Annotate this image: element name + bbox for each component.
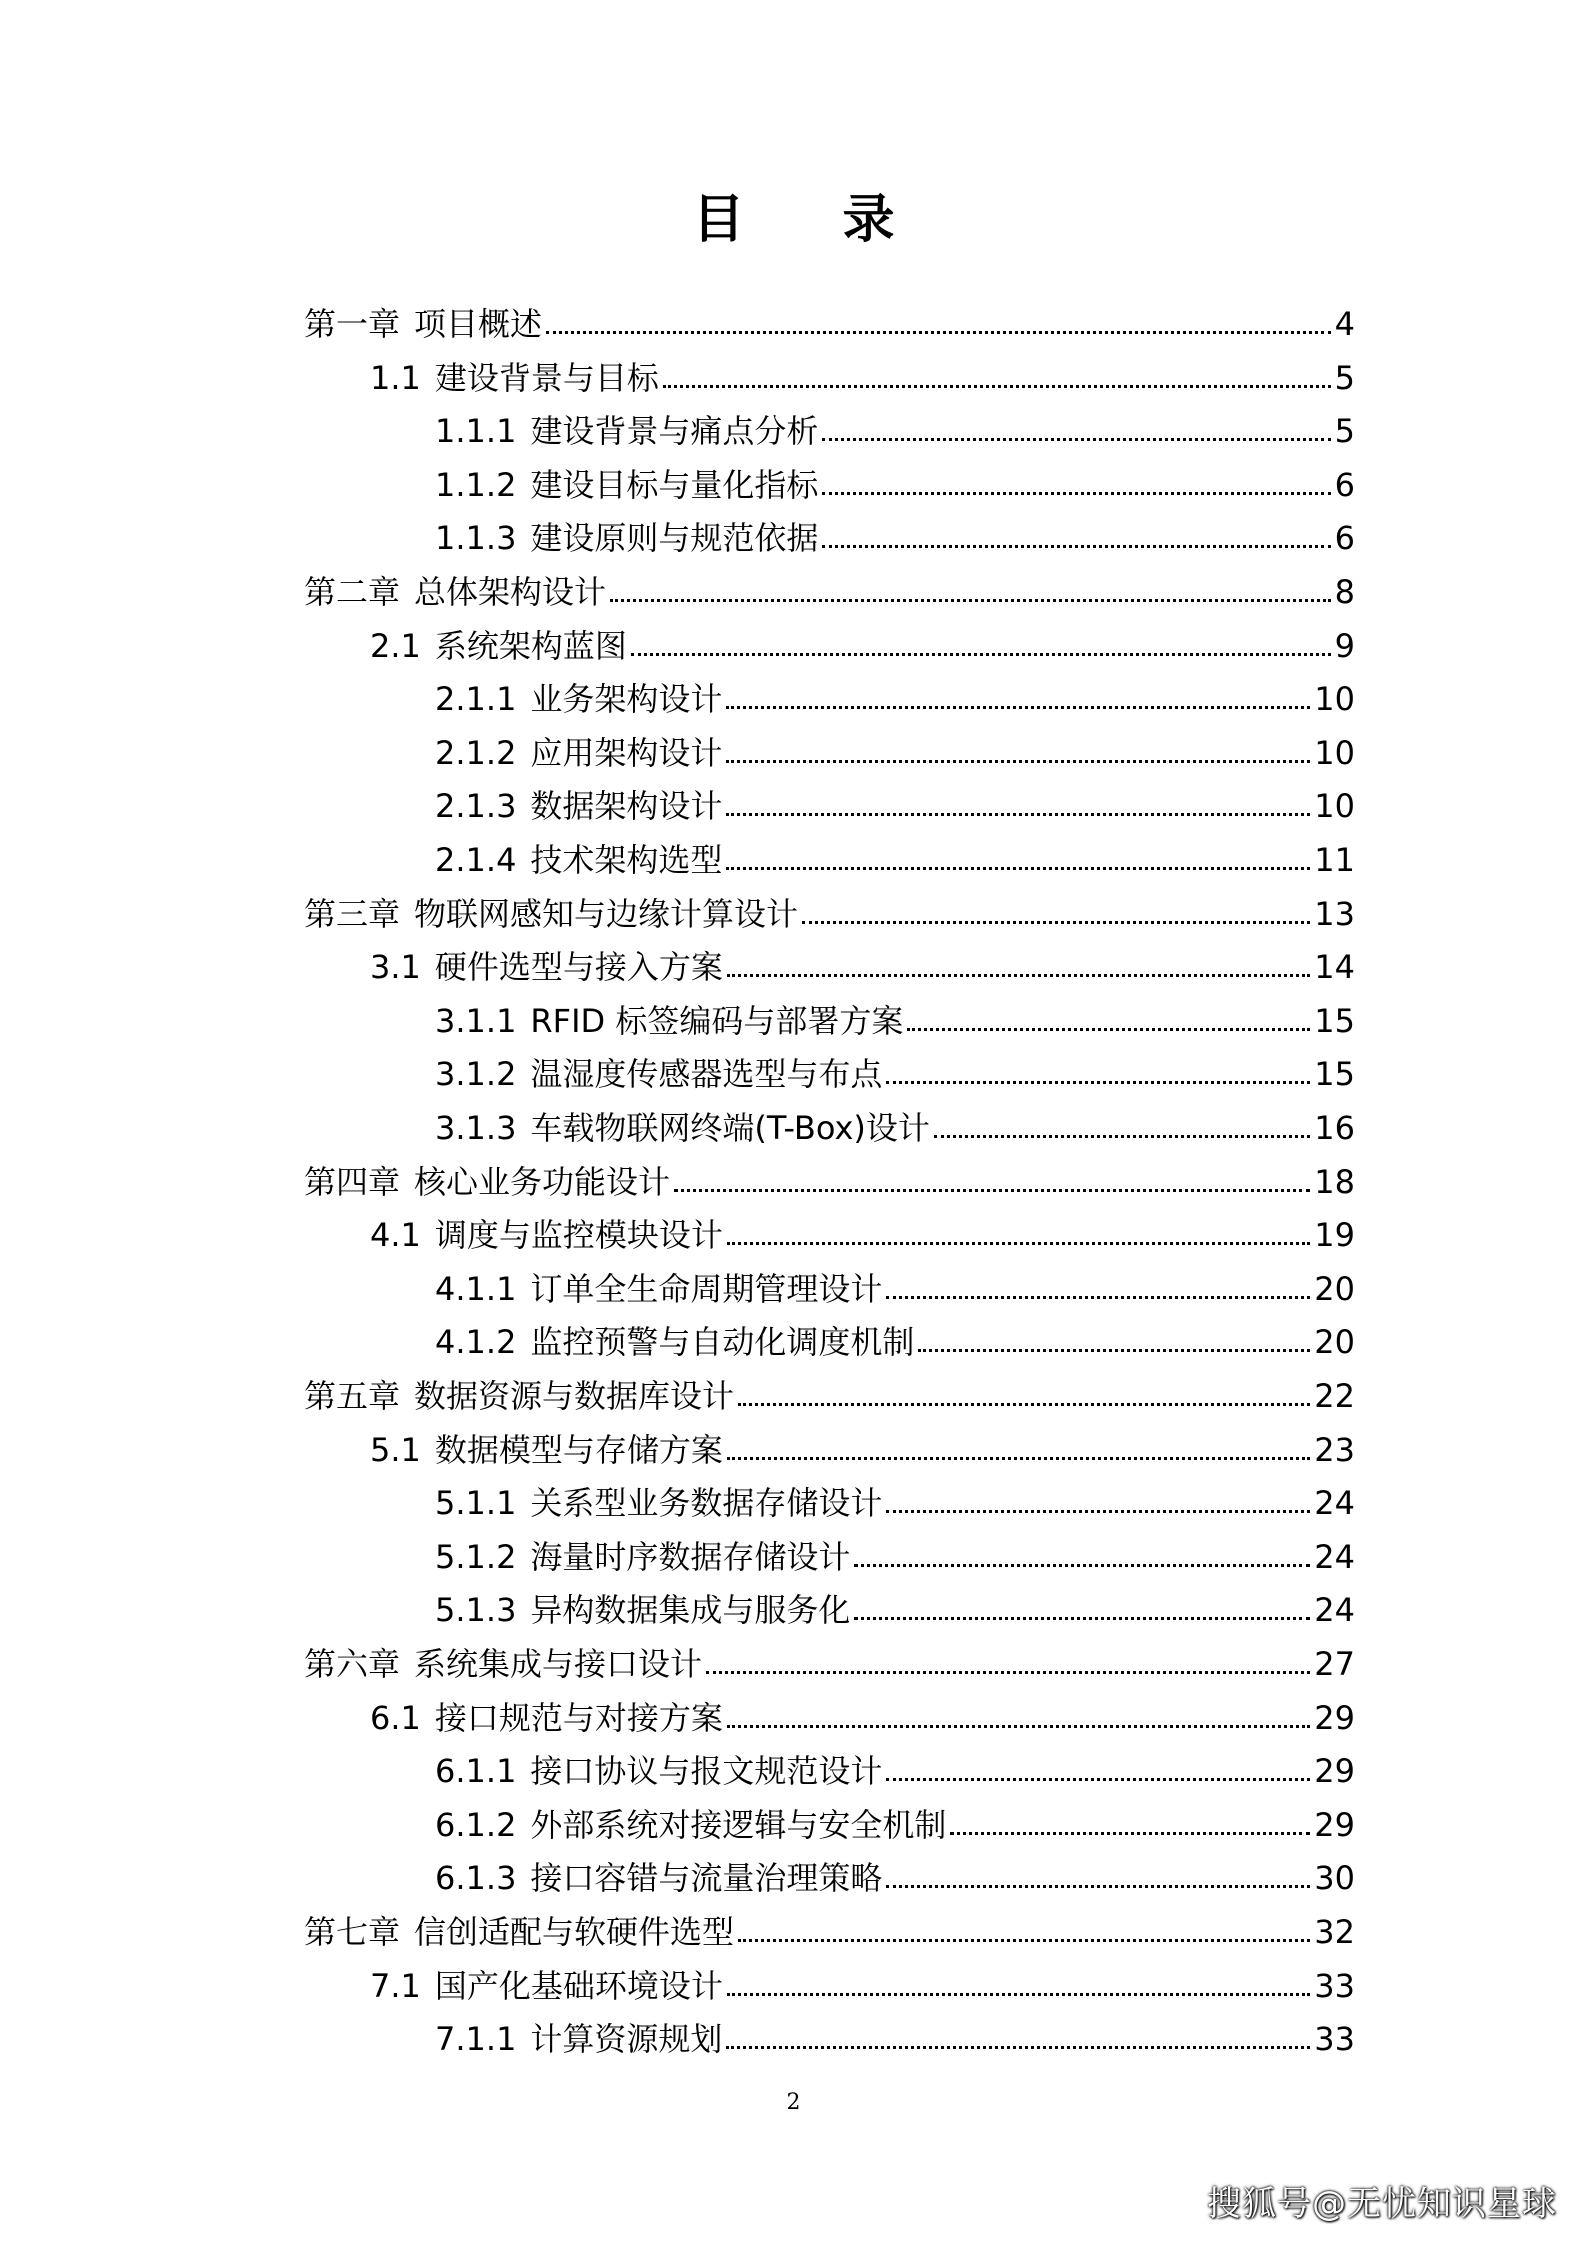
dot-leader	[727, 1725, 1310, 1728]
toc-entry-number: 1.1.1	[435, 412, 517, 451]
toc-entry-label: 关系型业务数据存储设计	[530, 1484, 883, 1523]
toc-entry-page: 23	[1314, 1430, 1355, 1469]
dot-leader	[907, 1028, 1310, 1031]
toc-entry[interactable]	[435, 1523, 1355, 1577]
dot-leader	[854, 1564, 1310, 1567]
toc-entry-page: 20	[1314, 1269, 1355, 1308]
toc-entry-label: 数据模型与存储方案	[434, 1430, 723, 1469]
dot-leader	[726, 867, 1310, 870]
toc-entry[interactable]	[435, 1094, 1355, 1148]
toc-entry[interactable]	[435, 504, 1355, 558]
toc-entry-page: 20	[1314, 1323, 1355, 1362]
toc-entry-label: 系统架构蓝图	[434, 626, 627, 665]
dot-leader	[822, 438, 1330, 441]
dot-leader	[822, 492, 1330, 495]
toc-entry-page: 8	[1334, 573, 1355, 611]
dot-leader	[674, 1189, 1310, 1192]
dot-leader	[886, 1081, 1310, 1084]
toc-entry-page: 24	[1314, 1537, 1355, 1576]
dot-leader	[886, 1510, 1310, 1513]
dot-leader	[918, 1349, 1310, 1352]
toc-entry-label: RFID 标签编码与部署方案	[530, 1001, 904, 1040]
toc-entry-number: 3.1.3	[435, 1109, 517, 1147]
toc-entry-page: 27	[1314, 1645, 1355, 1683]
dot-leader	[726, 760, 1310, 763]
toc-entry[interactable]	[435, 2005, 1355, 2059]
toc-entry[interactable]	[304, 1898, 1355, 1952]
toc-entry-number: 第三章	[304, 894, 401, 933]
toc-entry-label: 温湿度传感器选型与布点	[530, 1055, 883, 1094]
toc-entry-label: 接口协议与报文规范设计	[530, 1752, 883, 1791]
toc-entry-page: 15	[1314, 1001, 1355, 1040]
toc-entry[interactable]	[304, 558, 1355, 612]
page-title: 目 录	[692, 190, 935, 250]
dot-leader	[886, 1778, 1310, 1781]
toc-entry[interactable]	[304, 1362, 1355, 1416]
toc-entry[interactable]	[435, 1791, 1355, 1845]
toc-entry-label: 数据资源与数据库设计	[414, 1377, 735, 1415]
dot-leader	[706, 1671, 1310, 1674]
toc-entry-label: 总体架构设计	[414, 573, 607, 611]
toc-entry-label: 物联网感知与边缘计算设计	[414, 894, 799, 933]
toc-entry-page: 29	[1314, 1698, 1355, 1737]
toc-entry-label: 建设背景与痛点分析	[530, 412, 819, 451]
toc-entry-page: 30	[1314, 1859, 1355, 1898]
dot-leader	[610, 599, 1331, 602]
toc-entry-number: 6.1.3	[435, 1859, 517, 1898]
toc-entry-label: 海量时序数据存储设计	[530, 1537, 851, 1576]
toc-entry-number: 5.1.2	[435, 1537, 517, 1576]
dot-leader	[631, 653, 1331, 656]
toc-entry-number: 2.1.3	[435, 787, 517, 826]
dot-leader	[727, 974, 1310, 977]
toc-entry-page: 6	[1334, 519, 1355, 558]
toc-entry[interactable]	[435, 1844, 1355, 1898]
toc-entry[interactable]	[304, 1630, 1355, 1684]
toc-entry-label: 车载物联网终端(T-Box)设计	[530, 1109, 930, 1147]
dot-leader	[854, 1617, 1310, 1620]
toc-entry-number: 6.1	[370, 1698, 421, 1737]
toc-entry[interactable]	[435, 1576, 1355, 1630]
toc-entry[interactable]	[304, 880, 1355, 934]
toc-entry[interactable]	[435, 1308, 1355, 1362]
dot-leader	[934, 1135, 1310, 1138]
toc-entry-number: 2.1	[370, 626, 421, 665]
toc-entry-label: 建设背景与目标	[434, 358, 659, 397]
dot-leader	[726, 2046, 1310, 2049]
toc-entry-number: 7.1	[370, 1966, 421, 2005]
toc-entry[interactable]	[370, 344, 1355, 398]
dot-leader	[663, 385, 1331, 388]
toc-entry-number: 1.1.2	[435, 465, 517, 504]
toc-entry-number: 第二章	[304, 573, 401, 611]
toc-entry-number: 4.1	[370, 1216, 421, 1255]
toc-entry[interactable]	[435, 1469, 1355, 1523]
toc-entry-page: 10	[1314, 680, 1355, 719]
toc-entry[interactable]	[304, 290, 1355, 344]
toc-entry-label: 数据架构设计	[530, 787, 723, 826]
toc-entry-number: 1.1	[370, 358, 421, 397]
toc-entry-number: 2.1.1	[435, 680, 517, 719]
toc-entry-page: 14	[1314, 948, 1355, 987]
toc-entry-page: 16	[1314, 1109, 1355, 1147]
toc-entry-label: 建设原则与规范依据	[530, 519, 819, 558]
toc-entry[interactable]	[304, 1148, 1355, 1202]
toc-entry-page: 22	[1314, 1377, 1355, 1415]
toc-entry[interactable]	[370, 612, 1355, 666]
dot-leader	[727, 1457, 1310, 1460]
toc-entry-number: 5.1.3	[435, 1591, 517, 1630]
page-number: 2	[786, 2090, 801, 2115]
toc-entry-page: 10	[1314, 733, 1355, 772]
toc-entry-label: 硬件选型与接入方案	[434, 948, 723, 987]
dot-leader	[726, 706, 1310, 709]
dot-leader	[802, 921, 1310, 924]
toc-entry-label: 计算资源规划	[530, 2020, 723, 2059]
toc-entry-number: 2.1.4	[435, 841, 517, 879]
toc-entry-page: 33	[1314, 2020, 1355, 2059]
dot-leader	[886, 1296, 1310, 1299]
toc-entry-label: 核心业务功能设计	[414, 1162, 671, 1201]
toc-entry-number: 3.1.2	[435, 1055, 517, 1094]
toc-entry[interactable]	[435, 719, 1355, 773]
toc-entry-number: 第五章	[304, 1377, 401, 1415]
toc-entry-page: 5	[1334, 412, 1355, 451]
toc-entry-page: 5	[1334, 358, 1355, 397]
toc-entry-page: 9	[1334, 626, 1355, 665]
toc-entry-page: 15	[1314, 1055, 1355, 1094]
toc-entry-page: 29	[1314, 1752, 1355, 1791]
toc-entry-page: 6	[1334, 465, 1355, 504]
toc-entry-number: 5.1	[370, 1430, 421, 1469]
toc-entry-label: 技术架构选型	[530, 841, 723, 879]
toc-entry-number: 4.1.1	[435, 1269, 517, 1308]
toc-entry[interactable]	[370, 1684, 1355, 1738]
toc-entry-label: 信创适配与软硬件选型	[414, 1913, 735, 1951]
toc-entry-page: 10	[1314, 787, 1355, 826]
toc-entry-page: 4	[1334, 305, 1355, 343]
toc-entry-page: 24	[1314, 1484, 1355, 1523]
toc-entry[interactable]	[435, 1040, 1355, 1094]
toc-entry-label: 建设目标与量化指标	[530, 465, 819, 504]
toc-entry[interactable]	[435, 826, 1355, 880]
toc-entry[interactable]	[435, 772, 1355, 826]
toc-entry-label: 调度与监控模块设计	[434, 1216, 723, 1255]
toc-entry-label: 接口容错与流量治理策略	[530, 1859, 883, 1898]
toc-entry-number: 第六章	[304, 1645, 401, 1683]
toc-entry-number: 1.1.3	[435, 519, 517, 558]
toc-entry-label: 国产化基础环境设计	[434, 1966, 723, 2005]
toc-entry-label: 接口规范与对接方案	[434, 1698, 723, 1737]
toc-entry-number: 3.1	[370, 948, 421, 987]
dot-leader	[738, 1939, 1310, 1942]
toc-entry-number: 第七章	[304, 1913, 401, 1951]
toc-entry-page: 18	[1314, 1162, 1355, 1201]
toc-entry-label: 订单全生命周期管理设计	[530, 1269, 883, 1308]
dot-leader	[546, 331, 1331, 334]
toc-entry-page: 19	[1314, 1216, 1355, 1255]
toc-entry[interactable]	[370, 1416, 1355, 1470]
toc-entry-number: 7.1.1	[435, 2020, 517, 2059]
toc-entry[interactable]	[435, 1255, 1355, 1309]
dot-leader	[738, 1403, 1310, 1406]
toc-entry-page: 11	[1314, 841, 1355, 879]
toc-entry[interactable]	[435, 987, 1355, 1041]
toc-entry[interactable]	[435, 451, 1355, 505]
dot-leader	[727, 1993, 1310, 1996]
toc-entry-label: 项目概述	[414, 305, 543, 343]
toc-entry-page: 24	[1314, 1591, 1355, 1630]
watermark: 搜狐号@无忧知识星球	[1207, 2184, 1557, 2224]
toc-entry[interactable]	[370, 1201, 1355, 1255]
toc-entry-label: 异构数据集成与服务化	[530, 1591, 851, 1630]
toc-entry-label: 业务架构设计	[530, 680, 723, 719]
toc-entry[interactable]	[370, 933, 1355, 987]
toc-entry-label: 外部系统对接逻辑与安全机制	[530, 1805, 947, 1844]
toc-entry[interactable]	[435, 665, 1355, 719]
dot-leader	[822, 545, 1330, 548]
toc-entry-page: 32	[1314, 1913, 1355, 1951]
dot-leader	[726, 813, 1310, 816]
toc-entry-number: 5.1.1	[435, 1484, 517, 1523]
toc-entry-number: 第一章	[304, 305, 401, 343]
toc-entry-page: 29	[1314, 1805, 1355, 1844]
toc-entry-number: 2.1.2	[435, 733, 517, 772]
dot-leader	[886, 1885, 1310, 1888]
toc-entry-page: 13	[1314, 894, 1355, 933]
toc-entry[interactable]	[370, 1952, 1355, 2006]
toc-entry-number: 3.1.1	[435, 1001, 517, 1040]
toc-entry-number: 6.1.2	[435, 1805, 517, 1844]
toc-entry-label: 应用架构设计	[530, 733, 723, 772]
toc-entry-number: 6.1.1	[435, 1752, 517, 1791]
toc-entry-label: 监控预警与自动化调度机制	[530, 1323, 915, 1362]
dot-leader	[950, 1832, 1310, 1835]
toc-entry[interactable]	[435, 397, 1355, 451]
dot-leader	[727, 1242, 1310, 1245]
toc-entry[interactable]	[435, 1737, 1355, 1791]
toc-entry-page: 33	[1314, 1966, 1355, 2005]
toc-entry-label: 系统集成与接口设计	[414, 1645, 703, 1683]
toc-entry-number: 4.1.2	[435, 1323, 517, 1362]
toc-entry-number: 第四章	[304, 1162, 401, 1201]
